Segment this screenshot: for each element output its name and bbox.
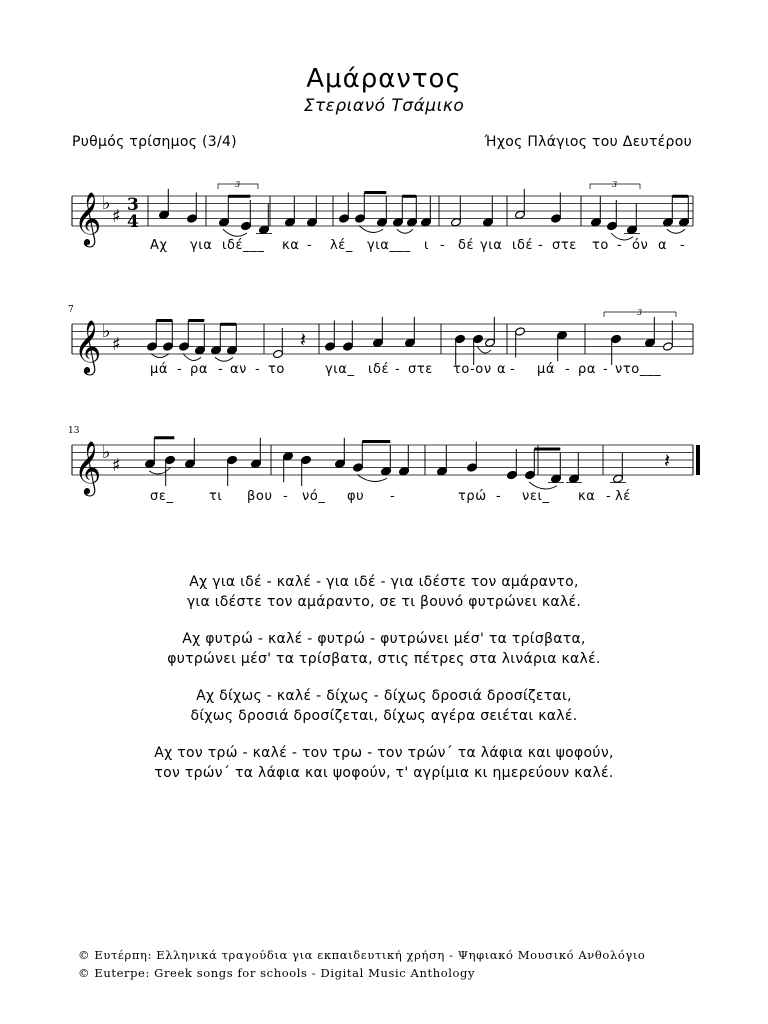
lyric-syllable: νει_: [522, 489, 550, 504]
verse-stanza: [0, 629, 768, 669]
verse-stanza: [0, 572, 768, 612]
lyric-syllable: -: [680, 238, 686, 253]
lyric-syllable: το-ον: [453, 362, 492, 377]
lyric-syllable: τι: [209, 489, 223, 504]
flat-sign-icon: ♭: [102, 321, 111, 342]
flat-sign-icon: ♭: [102, 193, 111, 214]
lyric-syllable: -: [255, 362, 261, 377]
lyric-syllable: βου: [247, 489, 273, 504]
verse-line: Αχ φυτρώ - καλέ - φυτρώ - φυτρώνει μέσ' τα τρίσβατα,: [182, 631, 586, 647]
lyric-syllable: ιδέ___: [222, 238, 265, 253]
slur: [529, 482, 557, 489]
treble-clef-icon: 𝄞: [74, 440, 102, 494]
lyric-syllable: ιδέ: [512, 238, 534, 253]
slur: [397, 229, 413, 233]
lyric-syllable: κα: [578, 489, 596, 504]
slur: [357, 475, 387, 482]
slur: [477, 346, 491, 353]
slur: [667, 229, 685, 233]
lyric-syllable: φυ: [347, 489, 365, 504]
lyric-syllable: λέ_: [330, 238, 354, 253]
lyric-syllable: Αχ: [150, 238, 168, 253]
slur: [149, 467, 171, 474]
lyric-syllable: -: [496, 489, 502, 504]
verse-line: Αχ τον τρώ - καλέ - τον τρω - τον τρών΄ τα λάφια και ψοφούν,: [154, 745, 614, 761]
sharp-sign-icon: ♯: [112, 206, 121, 227]
lyric-syllable: δέ: [458, 238, 475, 253]
quarter-rest-icon: 𝄽: [664, 448, 671, 473]
lyric-syllable: -: [440, 238, 446, 253]
song-title: Αμάραντος: [306, 64, 462, 94]
lyric-syllable: για___: [367, 238, 411, 253]
verse-line: δίχως δροσιά δροσίζεται, δίχως αγέρα σειέται καλέ.: [190, 708, 578, 724]
lyric-syllable: αν: [230, 362, 248, 377]
verse-line: Αχ για ιδέ - καλέ - για ιδέ - για ιδέστε τον αμάραντο,: [189, 574, 579, 590]
slur: [223, 229, 247, 236]
verse-stanza: [0, 743, 768, 783]
quarter-rest-icon: 𝄽: [300, 327, 307, 352]
final-barline: [696, 445, 700, 475]
verse-line: Αχ δίχως - καλέ - δίχως - δίχως δροσιά δροσίζεται,: [196, 688, 572, 704]
flat-sign-icon: ♭: [102, 442, 111, 463]
rhythm-label: Ρυθμός τρίσημος (3/4): [72, 134, 237, 150]
lyric-syllable: -: [565, 362, 571, 377]
lyric-syllable: στε: [552, 238, 577, 253]
lyric-syllable: ρα: [578, 362, 597, 377]
tuplet-number: 3: [637, 308, 643, 317]
lyric-syllable: -: [307, 238, 313, 253]
measure-number: 13: [68, 426, 80, 436]
footer-copyright-english: © Euterpe: Greek songs for schools - Digital Music Anthology: [78, 966, 476, 980]
lyric-syllable: κα: [282, 238, 300, 253]
sharp-sign-icon: ♯: [112, 334, 121, 355]
slur: [359, 226, 383, 233]
lyric-syllable: λέ: [615, 489, 631, 504]
lyric-syllable: το: [592, 238, 609, 253]
lyric-syllable: ντο___: [615, 362, 662, 377]
sharp-sign-icon: ♯: [112, 455, 121, 476]
verse-line: για ιδέστε τον αμάραντο, σε τι βουνό φυτρώνει καλέ.: [186, 594, 582, 610]
song-subtitle: Στεριανό Τσάμικο: [303, 96, 465, 116]
lyric-syllable: -: [283, 489, 289, 504]
slur: [183, 354, 201, 361]
verse-line: φυτρώνει μέσ' τα τρίσβατα, στις πέτρες στα λινάρια καλέ.: [167, 651, 601, 667]
footer-copyright-greek: © Ευτέρπη: Ελληνικά τραγούδια για εκπαιδευτική χρήση - Ψηφιακό Μουσικό Ανθολόγιο: [78, 948, 646, 962]
lyric-syllable: -: [606, 489, 612, 504]
lyric-syllable: -: [510, 362, 516, 377]
lyric-syllable: για_: [325, 362, 355, 377]
lyric-syllable: -: [390, 489, 396, 504]
lyric-syllable: -: [603, 362, 609, 377]
treble-clef-icon: 𝄞: [74, 319, 102, 373]
verse-line: τον τρών΄ τα λάφια και ψοφούν, τ' αγρίμια κι ημερεύουν καλέ.: [154, 765, 614, 781]
treble-clef-icon: 𝄞: [74, 191, 102, 245]
tuplet-number: 3: [612, 180, 618, 189]
lyric-syllable: τρώ: [458, 489, 487, 504]
lyric-syllable: ι: [424, 238, 429, 253]
lyric-syllable: α: [497, 362, 507, 377]
tuplet-number: 3: [235, 180, 241, 189]
lyric-syllable: μά: [537, 362, 556, 377]
lyric-syllable: για: [190, 238, 213, 253]
slur: [215, 357, 233, 361]
lyric-syllable: όν: [632, 238, 649, 253]
lyric-syllable: -: [617, 238, 623, 253]
lyric-syllable: σε_: [150, 489, 174, 504]
lyric-syllable: το: [268, 362, 285, 377]
verse-stanza: [0, 686, 768, 726]
lyric-syllable: -: [218, 362, 224, 377]
time-signature-top: 3: [127, 195, 139, 215]
lyric-syllable: α: [658, 238, 668, 253]
mode-label: Ήχος Πλάγιος του Δευτέρου: [484, 134, 692, 150]
lyric-syllable: ιδέ: [368, 362, 390, 377]
measure-number: 7: [68, 305, 74, 315]
lyric-syllable: μά: [150, 362, 169, 377]
lyric-syllable: ρα: [190, 362, 209, 377]
lyric-syllable: -: [177, 362, 183, 377]
verses-block: [0, 572, 768, 800]
lyric-syllable: -: [395, 362, 401, 377]
lyric-syllable: στε: [408, 362, 433, 377]
lyric-syllable: νό_: [302, 489, 326, 504]
lyric-syllable: για: [480, 238, 503, 253]
lyric-syllable: -: [538, 238, 544, 253]
time-signature-bottom: 4: [127, 212, 139, 232]
